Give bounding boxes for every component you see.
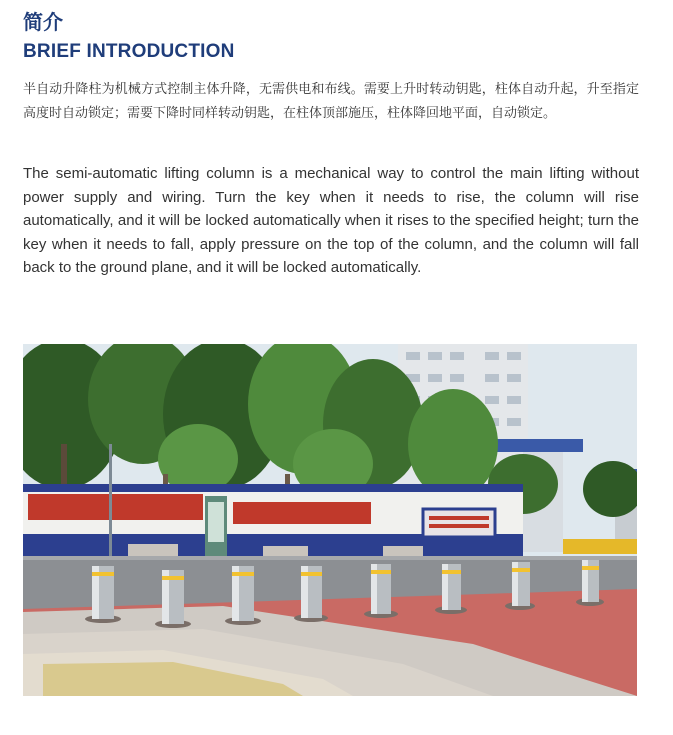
banner-left	[28, 494, 203, 520]
gate-canopy	[493, 439, 583, 452]
intro-paragraph-english: The semi-automatic lifting column is a mechanical way to control the main lifting without power supply and wiring. Turn the key when it needs to rise, the column will rise automatically, and it will be locked automatically when it rises to the specified height; turn the key when it needs to fall, apply pressure on the top of the column, and the column will fall back to the ground plane, and it will be locked automatically.	[23, 165, 639, 276]
intro-paragraph-chinese: 半自动升降柱为机械方式控制主体升降，无需供电和布线。需要上升时转动钥匙，柱体自动升起，升至指定高度时自动锁定；需要下降时同样转动钥匙，在柱体顶部施压，柱体降回地平面，自动锁定。	[23, 82, 639, 121]
banner-middle	[233, 502, 371, 524]
title-english: BRIEF INTRODUCTION	[23, 41, 235, 62]
title-chinese: 简介	[23, 10, 63, 34]
banner-right	[423, 509, 495, 537]
bollard-street-photo	[23, 344, 637, 696]
